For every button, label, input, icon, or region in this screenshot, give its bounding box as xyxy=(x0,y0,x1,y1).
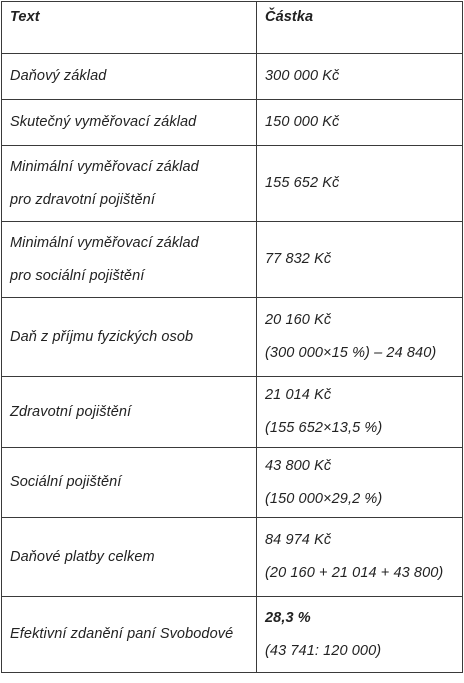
row-label-line: Zdravotní pojištění xyxy=(10,403,132,420)
amount-value: 84 974 Kč xyxy=(265,532,332,548)
row-amount xyxy=(257,597,463,673)
column-header-text: Text xyxy=(2,2,257,54)
row-amount xyxy=(257,448,463,518)
table-row xyxy=(2,518,463,597)
tax-table xyxy=(1,1,463,673)
row-amount xyxy=(257,298,463,377)
row-label xyxy=(2,518,257,597)
row-amount xyxy=(257,100,463,146)
amount-value: 150 000 Kč xyxy=(265,114,340,130)
table-row xyxy=(2,377,463,448)
table-row xyxy=(2,146,463,222)
amount-value: 21 014 Kč xyxy=(265,387,332,403)
amount-value: 28,3 % xyxy=(265,609,311,626)
row-amount xyxy=(257,54,463,100)
row-label xyxy=(2,298,257,377)
row-amount xyxy=(257,146,463,222)
amount-formula: (300 000×15 %) – 24 840) xyxy=(265,345,437,361)
row-label xyxy=(2,448,257,518)
amount-formula: (20 160 + 21 014 + 43 800) xyxy=(265,565,444,581)
amount-value: 20 160 Kč xyxy=(265,312,332,328)
row-label xyxy=(2,597,257,673)
table-header-row xyxy=(2,2,463,54)
row-amount xyxy=(257,518,463,597)
row-label xyxy=(2,222,257,298)
row-label-line: Minimální vyměřovací základ xyxy=(10,234,199,251)
row-label-line: Sociální pojištění xyxy=(10,474,122,490)
amount-value: 77 832 Kč xyxy=(265,251,332,267)
table-row xyxy=(2,298,463,377)
row-label xyxy=(2,377,257,448)
row-amount xyxy=(257,222,463,298)
row-label xyxy=(2,54,257,100)
table-row xyxy=(2,100,463,146)
row-label-line: Daň z příjmu fyzických osob xyxy=(10,328,194,345)
amount-value: 155 652 Kč xyxy=(265,175,340,191)
row-label-line: Efektivní zdanění paní Svobodové xyxy=(10,626,234,642)
amount-value: 300 000 Kč xyxy=(265,68,340,84)
amount-formula: (43 741: 120 000) xyxy=(265,642,382,659)
column-header-amount: Částka xyxy=(257,2,463,54)
table-row xyxy=(2,54,463,100)
row-amount xyxy=(257,377,463,448)
table-row xyxy=(2,448,463,518)
table-row xyxy=(2,597,463,673)
row-label-line: pro sociální pojištění xyxy=(10,267,145,284)
table-row xyxy=(2,222,463,298)
amount-formula: (155 652×13,5 %) xyxy=(265,420,383,436)
amount-value: 43 800 Kč xyxy=(265,457,332,474)
row-label-line: Daňové platby celkem xyxy=(10,548,155,565)
row-label xyxy=(2,100,257,146)
row-label xyxy=(2,146,257,222)
row-label-line: Daňový základ xyxy=(10,68,107,84)
row-label-line: pro zdravotní pojištění xyxy=(10,191,155,208)
row-label-line: Skutečný vyměřovací základ xyxy=(10,114,197,130)
amount-formula: (150 000×29,2 %) xyxy=(265,490,383,507)
row-label-line: Minimální vyměřovací základ xyxy=(10,158,199,175)
